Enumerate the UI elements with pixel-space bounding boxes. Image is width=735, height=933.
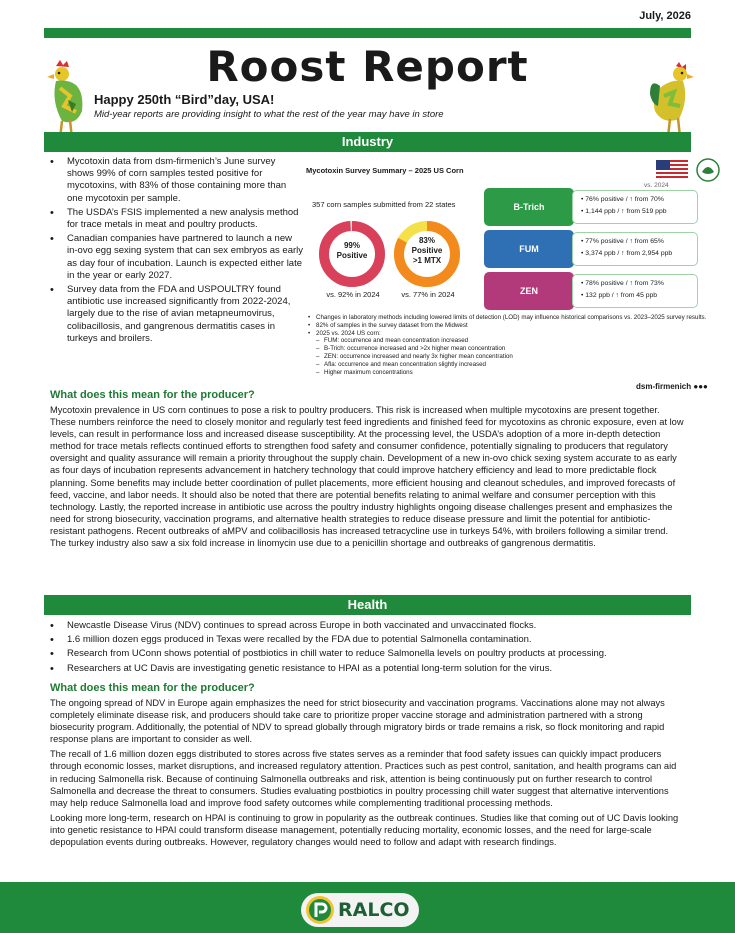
- brand-dots-icon: ●●●: [693, 382, 708, 391]
- health-paragraphs: [50, 697, 685, 851]
- donut1-text: [318, 241, 386, 261]
- industry-paragraph: [50, 404, 685, 552]
- top-rule: [44, 28, 691, 38]
- note-item: – B-Trich: occurrence increased and >2x higher mean concentration: [308, 345, 718, 353]
- infographic-title: Mycotoxin Survey Summary – 2025 US Corn: [306, 166, 464, 175]
- fum-label: FUM: [519, 244, 539, 254]
- report-title: Roost Report: [206, 42, 529, 91]
- list-item: • 1.6 million dozen eggs produced in Texas were recalled by the FDA due to potential Salmonella contamination.: [46, 634, 686, 646]
- zen-box: [484, 272, 574, 310]
- health-wdtm-heading: What does this mean for the producer?: [50, 682, 255, 694]
- report-date: July, 2026: [639, 10, 691, 22]
- donut1-value: 99%: [343, 241, 360, 250]
- health-bullet-list: [46, 620, 686, 677]
- list-item: • Newcastle Disease Virus (NDV) continues to spread across Europe in both vaccinated and unvaccinated flocks.: [46, 620, 686, 632]
- subtitle: Happy 250th “Bird”day, USA!: [94, 92, 275, 107]
- paragraph: The ongoing spread of NDV in Europe again emphasizes the need for strict biosecurity and vaccination programs. Vaccinations alone may not always completely eliminate disease risk, and producers should take care to prioritize proper vaccine storage and administration partnered with a strong biosecurity program. Additionally, the potential of NDV to spread globally through migratory birds or trade remains a risk, so flock monitoring and rapid response plans are important to consider as well.: [50, 698, 665, 745]
- ralco-logo-text: RALCO: [338, 899, 410, 921]
- sample-count: 357 corn samples submitted from 22 states: [312, 200, 456, 209]
- fum-box: [484, 230, 574, 268]
- dsm-firmenich-logo: [636, 382, 708, 391]
- brand-name: dsm-firmenich: [636, 382, 692, 391]
- donut2-compare: vs. 77% in 2024: [401, 290, 455, 299]
- ralco-r-icon: [305, 895, 335, 925]
- health-section-heading: Health: [44, 595, 691, 615]
- us-flag-icon: [656, 160, 688, 180]
- list-item: • Canadian companies have partnered to launch a new in-ovo egg sexing system that can sex embryos as early as day four of incubation. Launch is expected either late in the year or early 2027.: [46, 233, 304, 282]
- list-item: • Mycotoxin data from dsm-firmenich’s June survey shows 99% of corn samples tested positive for mycotoxins, with 83% of those containing more than one mycotoxin per sample.: [46, 156, 304, 205]
- note-item: – ZEN: occurrence increased and nearly 3x higher mean concentration: [308, 353, 718, 361]
- note-item: • 2025 vs. 2024 US corn:: [308, 330, 718, 338]
- paragraph: Looking more long-term, research on HPAI is continuing to grow in popularity as the outbreak continues. Studies like that coming out of UC Davis looking into genetic resistance to HPAI could transform disease management, potentially reducing mortality, economic losses, and the need for large-scale depopulation events during outbreaks. However, regulatory changes would need to follow and adapt with research findings.: [50, 812, 679, 848]
- note-item: • Changes in laboratory methods including lowered limits of detection (LOD) may influence historical comparisons vs. 2023–2025 survey results.: [308, 314, 718, 322]
- infographic-notes: [308, 314, 718, 376]
- note-item: • 82% of samples in the survey dataset from the Midwest: [308, 322, 718, 330]
- survey-seal-icon: [696, 158, 720, 182]
- list-item: • Research from UConn shows potential of postbiotics in chill water to reduce Salmonella levels on poultry products at processing.: [46, 648, 686, 660]
- subtitle-tagline: Mid-year reports are providing insight to what the rest of the year may have in store: [94, 109, 444, 120]
- donut1-label: Positive: [336, 251, 368, 260]
- donut2-value: 83%: [418, 236, 435, 245]
- note-item: – Higher maximum concentrations: [308, 369, 718, 377]
- btrich-label: B-Trich: [513, 202, 545, 212]
- paragraph: The recall of 1.6 million dozen eggs distributed to stores across five states serves as a reminder that food safety issues can quickly impact producers through economic losses, market disruptions, and increased regulatory attention. Practices such as pest control, sanitation, and health programs can aid in reducing Salmonella risk. Because of continuing Salmonella outbreaks and risk, attention is being continuously put on further research to control Salmonella and decrease the threat to consumers. Studies evaluating postbiotics in poultry processing chill water suggest that alternative interventions may help reduce Salmonella load and improve food safety outcomes while complementing traditional processing methods.: [50, 749, 677, 808]
- zen-label: ZEN: [520, 286, 538, 296]
- list-item: • Survey data from the FDA and USPOULTRY found antibiotic use increased significantly from 2022-2024, largely due to the rise of avian metapneumovirus, colibacillosis, and gangrenous dermatitis cases in turkeys and broilers.: [46, 284, 304, 345]
- fum-positive: • 77% positive / ↑ from 65%: [581, 236, 697, 248]
- fum-concentration: • 3,374 ppb / ↑ from 2,954 ppb: [581, 248, 697, 260]
- note-item: – FUM: occurrence and mean concentration increased: [308, 337, 718, 345]
- btrich-positive: • 76% positive / ↑ from 70%: [581, 194, 697, 206]
- industry-section-heading: Industry: [44, 132, 691, 152]
- donut2-label-mtx: >1 MTX: [412, 256, 442, 265]
- btrich-stats: [572, 190, 698, 224]
- donut2-text: [393, 236, 461, 266]
- list-item: • Researchers at UC Davis are investigating genetic resistance to HPAI as a potential long-term solution for the virus.: [46, 663, 686, 675]
- mycotoxin-infographic: [304, 158, 720, 398]
- paragraph: Mycotoxin prevalence in US corn continues to pose a risk to poultry producers. This risk is increased when multiple mycotoxins are present together. These numbers reinforce the need to closely monitor and regularly test feed ingredients and finished feed for mycotoxins as chronic exposure, even at low levels, can result in performance loss and increased disease susceptibility. At the processing level, the USDA’s adoption of a more in-depth detection method for trace metals reflects continued efforts to strengthen food safety and consumer confidence, potentially signaling to producers that regulatory oversight and quality assurance will remain a priority throughout the supply chain. Development of a new in-ovo chick sexing system accurate to as early as four days of incubation represents advancement in hatchery technology that could improve hatchery efficiency and lead to more predictable flock planning. Some benefits may include better coordination of pullet placements, more efficient housing and cleanout schedules, and improved forecasts of feed, vaccine, and labor needs. It should also be noted that there are potential benefits relating to animal welfare and consumer perception with this technology. Lastly, the reported increase in antibiotic use across the poultry industry highlights ongoing disease challenges present and emphasizes the need for strong biosecurity, vaccination programs, and alternative health strategies to reduce disease pressure and limit the potential for antibiotic-resistant pathogens. Recent outbreaks of aMPV and colibacillosis has increased tetracycline use in turkeys 54%, with broilers following a similar trend. The turkey industry also saw a six fold increase in linomycin use due to a penicillin shortage and outbreaks of gangrenous dermatitis.: [50, 405, 684, 549]
- note-item: – Afla: occurrence and mean concentration slightly increased: [308, 361, 718, 369]
- zen-positive: • 78% positive / ↑ from 73%: [581, 278, 697, 290]
- zen-concentration: • 132 ppb / ↑ from 45 ppb: [581, 290, 697, 302]
- donut2-label: Positive: [411, 246, 443, 255]
- btrich-box: [484, 188, 574, 226]
- industry-bullet-list: [46, 156, 304, 347]
- btrich-concentration: • 1,144 ppb / ↑ from 519 ppb: [581, 206, 697, 218]
- donut1-compare: vs. 92% in 2024: [326, 290, 380, 299]
- zen-stats: [572, 274, 698, 308]
- vs-2024-label: vs. 2024: [644, 182, 669, 189]
- list-item: • The USDA’s FSIS implemented a new analysis method for trace metals in meat and poultry products.: [46, 207, 304, 231]
- fum-stats: [572, 232, 698, 266]
- industry-wdtm-heading: What does this mean for the producer?: [50, 389, 255, 401]
